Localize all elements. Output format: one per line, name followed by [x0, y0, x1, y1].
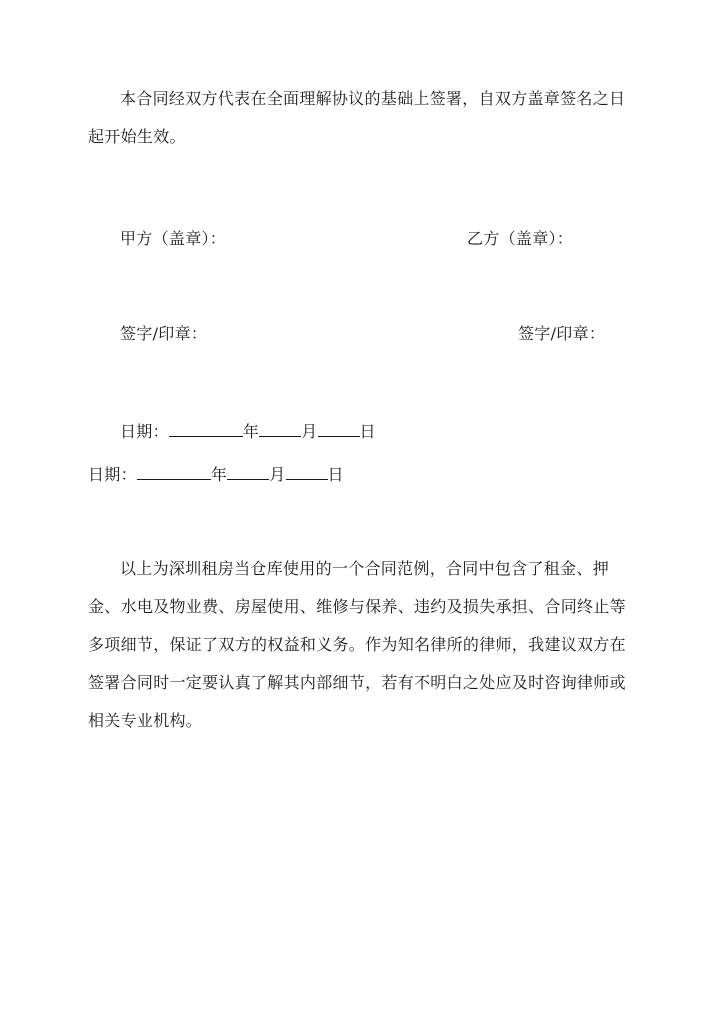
year-blank[interactable] — [137, 463, 211, 480]
day-blank[interactable] — [286, 463, 328, 480]
date-line-b — [88, 463, 344, 485]
party-a-seal-label: 甲方（盖章）： — [120, 229, 227, 248]
month-label: 月 — [301, 422, 318, 441]
day-label: 日 — [327, 465, 344, 484]
date-label: 日期： — [88, 465, 137, 484]
year-blank[interactable] — [169, 420, 243, 437]
year-label: 年 — [242, 422, 260, 441]
month-blank[interactable] — [259, 420, 301, 437]
summary-paragraph: 以上为深圳租房当仓库使用的一个合同范例，合同中包含了租金、押金、水电及物业费、房屋使用、维修与保养、违约及损失承担、合同终止等多项细节，保证了双方的权益和义务。作为知名律所的律师，我建议双方在签署合同时一定要认真了解其内部细节，若有不明白之处应及时咨询律师或相关专业机构。 — [88, 559, 626, 730]
party-b-seal-label: 乙方（盖章）： — [467, 229, 574, 248]
party-a-signature-label: 签字/印章： — [120, 324, 208, 343]
day-blank[interactable] — [318, 420, 360, 437]
party-b-signature-label: 签字/印章： — [518, 324, 606, 343]
year-label: 年 — [210, 465, 228, 484]
month-blank[interactable] — [227, 463, 269, 480]
date-label: 日期： — [120, 422, 169, 441]
month-label: 月 — [269, 465, 286, 484]
effective-clause-paragraph: 本合同经双方代表在全面理解协议的基础上签署，自双方盖章签名之日起开始生效。 — [88, 89, 626, 146]
date-line-a — [120, 420, 376, 442]
day-label: 日 — [359, 422, 376, 441]
